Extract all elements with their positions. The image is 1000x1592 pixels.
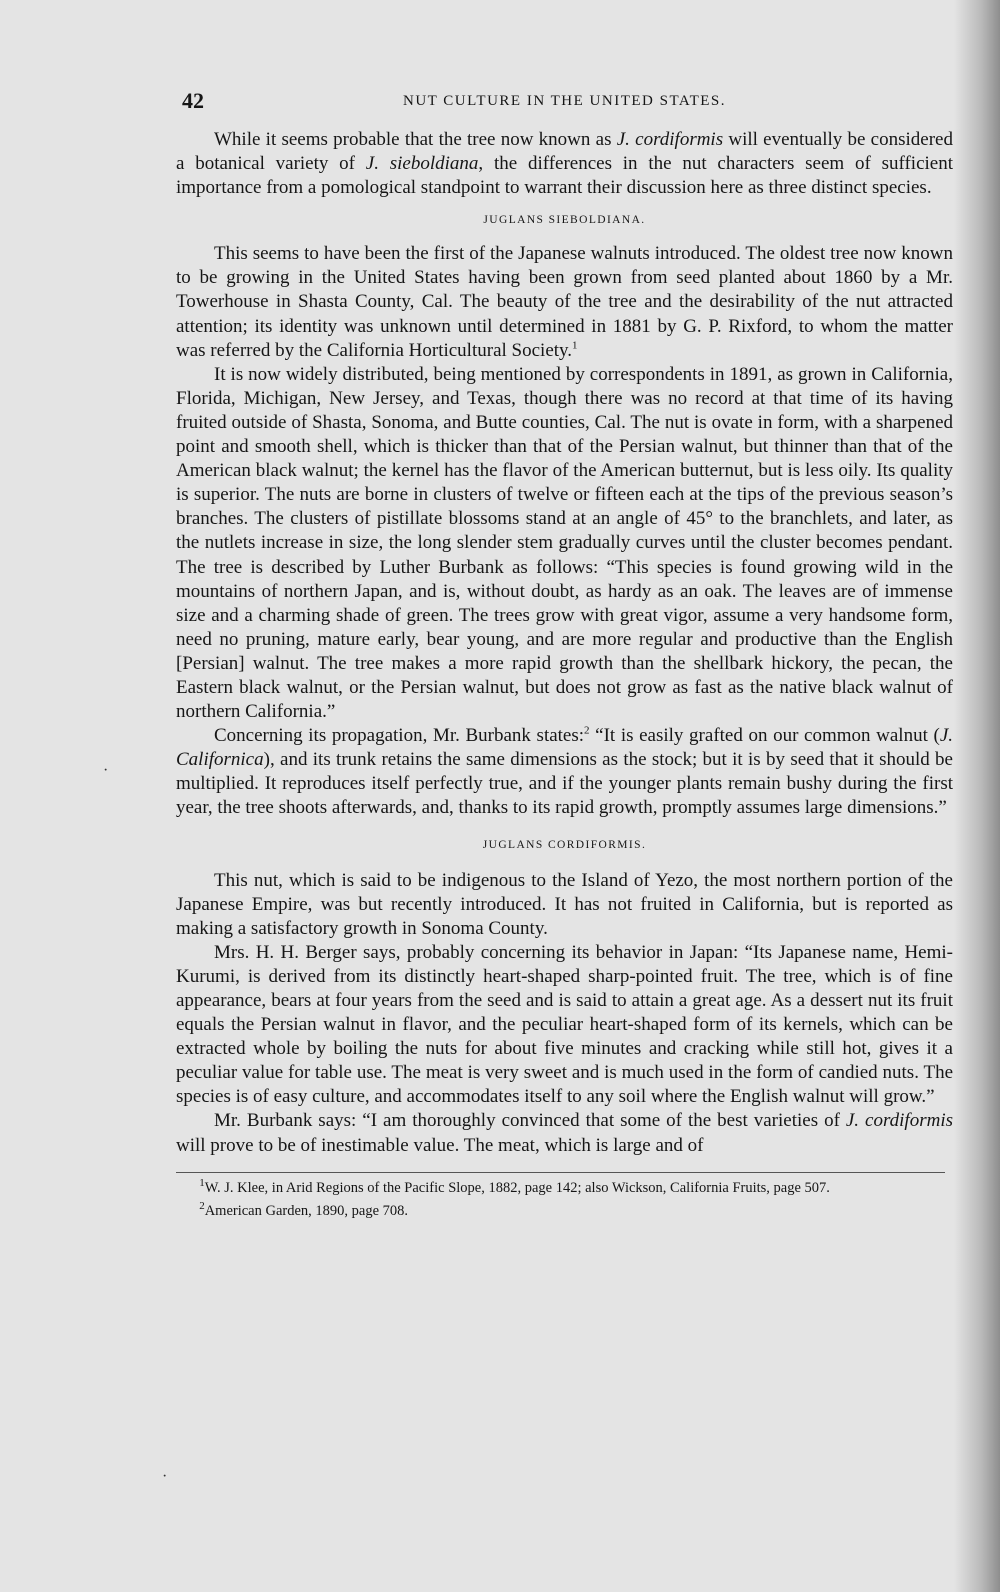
footnote-ref-2: 2 — [584, 724, 590, 737]
running-head — [176, 88, 953, 128]
cordiformis-paragraph-3: Mr. Burbank says: “I am thoroughly convinced that some of the best varieties of J. cordiformis will prove to be of inestimable value. The meat, which is large and of — [176, 1110, 954, 1156]
page-edge-shadow — [954, 0, 1000, 1592]
page-number: 42 — [182, 88, 204, 113]
sieboldiana-paragraph-3: Concerning its propagation, Mr. Burbank states:$^2$ “It is easily grafted on our common walnut (J. Californica), and its trunk retains the same dimensions as the stock; but it is by seed that it should be multiplied. It reproduces itself perfectly true, and if the younger plants remain bushy during the first year, the tree shoots afterwards, and, thanks to its rapid growth, promptly assumes large dimensions.” — [176, 724, 953, 819]
footnote-divider — [176, 1172, 945, 1173]
sieboldiana-paragraph-1: This seems to have been the first of the Japanese walnuts introduced. The oldest tree now known to be growing in the United States having been grown from seed planted about 1860 by a Mr. Towerhouse in Shasta County, Cal. The beauty of the tree and the desirability of the nut attracted attention; its identity was unknown until determined in 1881 by G. P. Rixford, to whom the matter was referred by the California Horticultural Society.$^1$ — [176, 243, 953, 361]
footnote-2: $^2$American Garden, 1890, page 708. — [199, 1199, 409, 1219]
margin-speck-mark: · — [162, 1468, 168, 1485]
cordiformis-paragraph-1: This nut, which is said to be indigenous to the Island of Yezo, the most northern portion of the Japanese Empire, was but recently introduced. It has not fruited in California, but is reported as making a satisfactory growth in Sonoma County. — [176, 869, 953, 939]
footnote-ref-1: 1 — [572, 339, 578, 352]
intro-paragraph: While it seems probable that the tree now known as J. cordiformis will eventually be considered a botanical variety of J. sieboldiana, the differences in the nut characters seem of sufficient importance from a pomological standpoint to warrant their discussion here as three distinct species. — [176, 129, 953, 199]
section-heading-sieboldiana: JUGLANS SIEBOLDIANA. — [483, 214, 646, 227]
footnote-1: $^1$W. J. Klee, in Arid Regions of the Pacific Slope, 1882, page 142; also Wickson, California Fruits, page 507. — [199, 1176, 830, 1196]
sieboldiana-paragraph-2: It is now widely distributed, being mentioned by correspondents in 1891, as grown in California, Florida, Michigan, New Jersey, and Texas, though there was no record at that time of its having fruited outside of Shasta, Sonoma, and Butte counties, Cal. The nut is ovate in form, with a sharpened point and smooth shell, which is thicker than that of the Persian walnut, but thinner than that of the American black walnut; the kernel has the flavor of the American butternut, but is less oily. Its quality is superior. The nuts are borne in clusters of twelve or fifteen each at the tips of the previous season’s branches. The clusters of pistillate blossoms stand at an angle of 45° to the branchlets, and later, as the nutlets increase in size, the long slender stem gradually curves until the cluster becomes pendant. The tree is described by Luther Burbank as follows: “This species is found growing wild in the mountains of northern Japan, and is, without doubt, as hardy as an oak. The leaves are of immense size and a charming shade of green. The trees grow with great vigor, assume a very handsome form, need no pruning, mature early, bear young, and are more regular and productive than the English [Persian] walnut. The tree makes a more rapid growth than the shellbark hickory, the pecan, the Eastern black walnut, or the Persian walnut, but does not grow as fast as the native black walnut of northern California.” — [176, 363, 953, 723]
running-title: NUT CULTURE IN THE UNITED STATES. — [402, 93, 726, 109]
section-heading-cordiformis: JUGLANS CORDIFORMIS. — [482, 838, 647, 851]
margin-speck-mark: · — [103, 762, 109, 779]
page-body — [176, 88, 953, 1225]
cordiformis-paragraph-2: Mrs. H. H. Berger says, probably concerning its behavior in Japan: “Its Japanese name, Hemi-Kurumi, is derived from its distinctly heart-shaped sharp-pointed fruit. The tree, which is of fine appearance, bears at four years from the seed and is said to attain a great age. As a dessert nut its fruit equals the Persian walnut in flavor, and the peculiar heart-shaped form of its kernels, which can be extracted whole by boiling the nuts for about five minutes and cracking while still hot, gives it a peculiar value for table use. The meat is very sweet and is much used in the form of candied nuts. The species is of easy culture, and accommodates itself to any soil where the English walnut will grow.” — [176, 941, 953, 1108]
